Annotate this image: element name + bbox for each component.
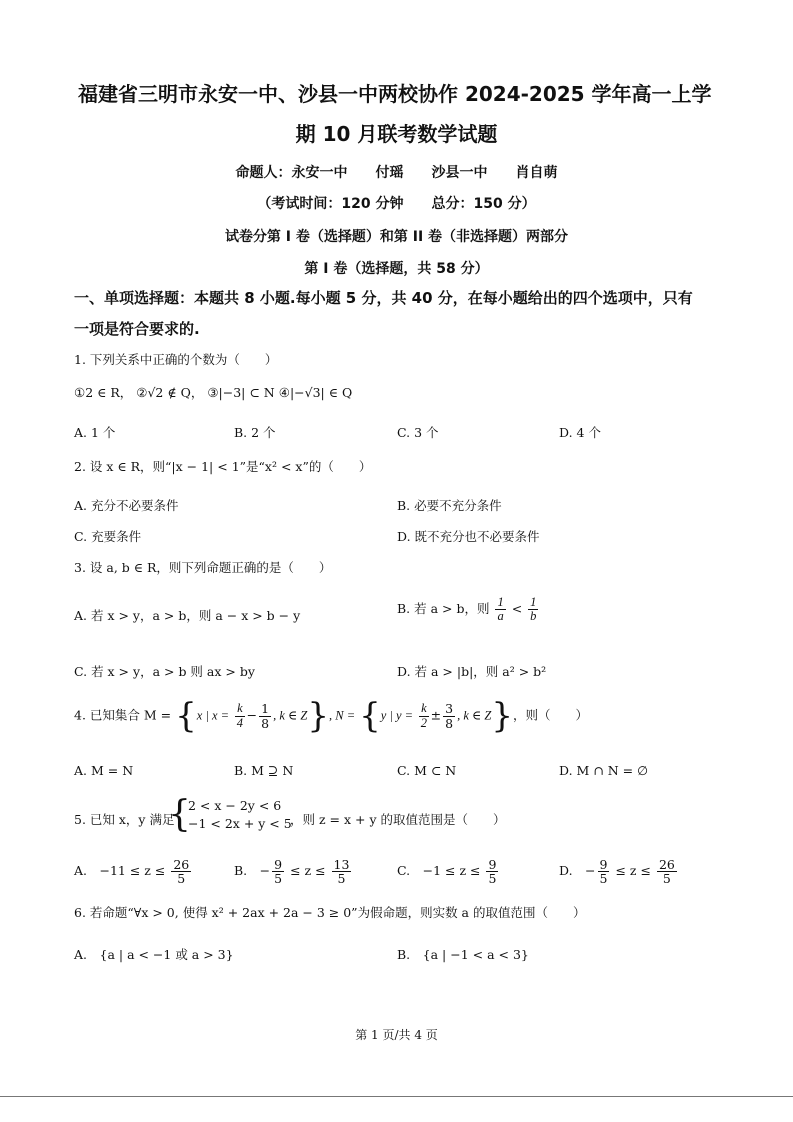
q1-stem: 1. 下列关系中正确的个数为（ ） — [74, 352, 278, 367]
q3-frac-1a: $\frac{1}{a}$ — [497, 595, 504, 624]
part1-heading: 第 I 卷（选择题，共 58 分） — [304, 261, 489, 277]
q3-option-d: D. 若 a > |b|，则 a² > b² — [397, 664, 547, 679]
q6-option-a: A. {a | a < −1 或 a > 3} — [74, 947, 234, 962]
q2-option-d: D. 既不充分也不必要条件 — [397, 529, 540, 544]
q5-option-b: B. − $\frac{9}{5}$ ≤ z ≤ $\frac{13}{5}$ — [234, 857, 350, 887]
q4-option-d: D. M ∩ N = ∅ — [559, 763, 648, 778]
q1-items — [74, 383, 352, 401]
authors: 命题人：永安一中 付瑶 沙县一中 肖自萌 — [235, 165, 558, 181]
q5-option-a: A. −11 ≤ z ≤ $\frac{26}{5}$ — [74, 857, 190, 887]
page-bottom-divider — [0, 1096, 793, 1097]
q3-stem: 3. 设 a, b ∈ R，则下列命题正确的是（ ） — [74, 560, 332, 575]
q1-option-b: B. 2 个 — [234, 425, 276, 440]
q3-option-c: C. 若 x > y，a > b 则 ax > by — [74, 664, 255, 679]
q1-option-d: D. 4 个 — [559, 425, 601, 440]
section1-heading-line1: 一、单项选择题：本题共 8 小题.每小题 5 分，共 40 分，在每小题给出的四个选项中，只有 — [74, 289, 693, 307]
page-number: 第 1 页/共 4 页 — [355, 1028, 438, 1042]
q5-stem-post: ，则 z = x + y 的取值范围是（ ） — [290, 812, 506, 827]
q6-stem: 6. 若命题“∀x > 0, 使得 x² + 2ax + 2a − 3 ≥ 0”为假命题，则实数 a 的取值范围（ ） — [74, 905, 586, 920]
q1-item-3: ③|−3| ⊂ N — [207, 385, 275, 400]
section1-heading-line2: 一项是符合要求的. — [74, 320, 200, 338]
q1-option-a: A. 1 个 — [74, 425, 116, 440]
q5-system: { 2 < x − 2y < 6 −1 < 2x + y < 5 — [168, 794, 292, 835]
q3-frac-1b: $\frac{1}{b}$ — [530, 595, 537, 624]
paper-structure: 试卷分第 I 卷（选择题）和第 II 卷（非选择题）两部分 — [224, 229, 569, 245]
page-title-line2: 期 10 月联考数学试题 — [295, 122, 498, 146]
q3-option-b: B. 若 a > b，则 $\frac{1}{a}$ < $\frac{1}{b}$ — [397, 595, 537, 624]
q1-option-c: C. 3 个 — [397, 425, 439, 440]
q4-option-b: B. M ⊇ N — [234, 763, 294, 778]
q4-option-c: C. M ⊂ N — [397, 763, 457, 778]
q2-option-b: B. 必要不充分条件 — [397, 498, 502, 513]
q6-option-b: B. {a | −1 < a < 3} — [397, 947, 529, 962]
q1-item-2: ②√2 ∉ Q， — [136, 385, 204, 400]
q4-option-a: A. M = N — [74, 763, 134, 778]
q5-option-d: D. − $\frac{9}{5}$ ≤ z ≤ $\frac{26}{5}$ — [559, 857, 675, 887]
q2-option-c: C. 充要条件 — [74, 529, 142, 544]
q3-option-a: A. 若 x > y，a > b，则 a − x > b − y — [74, 608, 301, 623]
q4-stem: 4. 已知集合 M = {x | x = $\frac{k}{4}$ − $\frac{1}{8}$ , k ∈ Z}, N = {y | y = $\frac{k}{2}$ ± $\frac{3}{8}$ , k ∈ Z}，则（ ） — [74, 696, 589, 736]
q1-item-1: ①2 ∈ R， — [74, 385, 133, 400]
q5-stem-pre: 5. 已知 x，y 满足 — [74, 812, 175, 827]
q2-option-a: A. 充分不必要条件 — [74, 498, 179, 513]
exam-info: （考试时间：120 分钟 总分：150 分） — [257, 196, 536, 212]
q2-stem: 2. 设 x ∈ R，则“|x − 1| < 1”是“x² < x”的（ ） — [74, 459, 372, 474]
q5-option-c: C. −1 ≤ z ≤ $\frac{9}{5}$ — [397, 857, 497, 887]
q1-item-4: ④|−√3| ∈ Q — [278, 385, 353, 400]
page-title-line1: 福建省三明市永安一中、沙县一中两校协作 2024-2025 学年高一上学 — [78, 82, 712, 106]
